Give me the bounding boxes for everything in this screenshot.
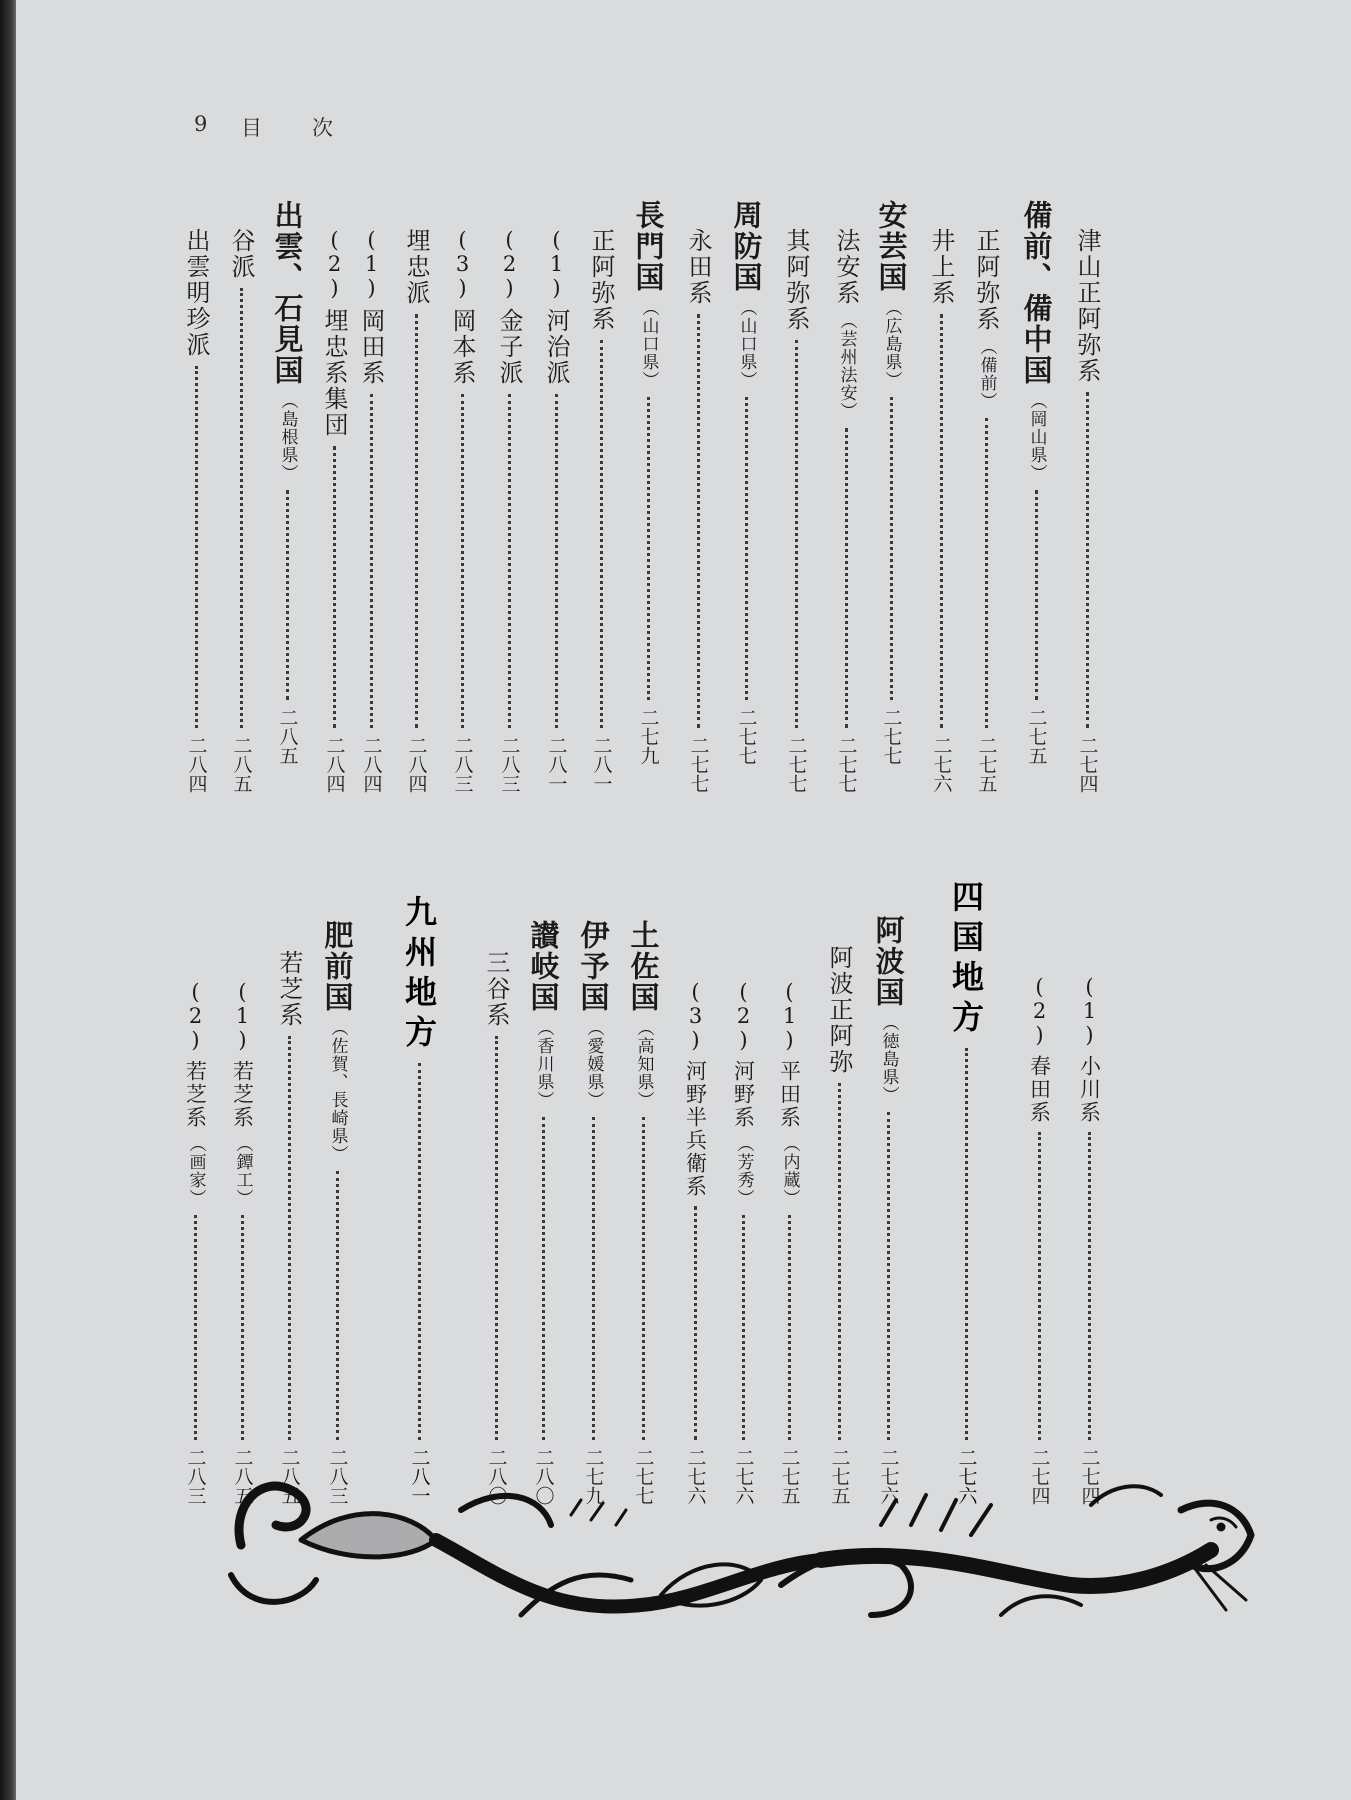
toc-title: 岡田系	[357, 308, 385, 386]
toc-index: (2)	[322, 228, 347, 300]
toc-title: 伊予国	[576, 920, 611, 1013]
page-number: 9	[194, 112, 208, 136]
toc-entry[interactable]	[274, 950, 304, 1505]
toc-title: 三谷系	[482, 950, 510, 1028]
toc-page: 二八三	[326, 1448, 349, 1505]
toc-title: 永田系	[684, 228, 712, 306]
dot-leader	[742, 1215, 745, 1440]
toc-title: 金子派	[495, 308, 523, 386]
dot-leader	[600, 340, 603, 728]
dragon-ornament-icon	[221, 1465, 1261, 1630]
toc-entry[interactable]	[226, 228, 256, 793]
toc-title: 埋忠派	[402, 228, 430, 306]
toc-title: 阿波正阿弥	[825, 945, 853, 1075]
toc-title: 若芝系	[275, 950, 303, 1028]
toc-entry[interactable]	[971, 228, 1001, 793]
toc-page: 二八五	[230, 736, 253, 793]
toc-title: 埋忠系集団	[320, 308, 348, 438]
toc-entry[interactable]	[320, 920, 355, 1505]
toc-note: （画家）	[185, 1135, 206, 1207]
toc-title: 出雲明珍派	[182, 228, 210, 358]
toc-note: （岡山県）	[1026, 392, 1047, 482]
toc-title: 讃岐国	[526, 920, 561, 1013]
toc-page: 二八三	[498, 736, 521, 793]
toc-title: 若芝系	[230, 1060, 255, 1129]
toc-index: (2)	[183, 980, 208, 1052]
toc-title: 河野系	[731, 1060, 756, 1129]
toc-page: 二八〇	[532, 1448, 555, 1505]
dot-leader	[845, 428, 848, 728]
dot-leader	[985, 418, 988, 728]
toc-page: 二七五	[778, 1448, 801, 1505]
running-head	[16, 112, 416, 142]
toc-note: （高知県）	[633, 1019, 654, 1109]
toc-page: 二八五	[278, 1448, 301, 1505]
toc-page: 二八四	[185, 736, 208, 793]
toc-entry[interactable]	[576, 920, 611, 1505]
toc-page: 二七六	[877, 1448, 900, 1505]
dot-leader	[1035, 490, 1038, 700]
toc-title: 其阿弥系	[782, 228, 810, 332]
toc-note: （佐賀、長崎県）	[327, 1019, 348, 1163]
dot-leader	[965, 1048, 968, 1440]
dot-leader	[333, 446, 336, 728]
toc-entry[interactable]	[401, 228, 431, 793]
toc-entry[interactable]	[683, 228, 713, 793]
toc-entry[interactable]	[181, 228, 211, 793]
toc-page: 二七七	[632, 1448, 655, 1505]
dot-leader	[838, 1083, 841, 1440]
toc-entry[interactable]	[319, 228, 349, 793]
toc-page: 二七六	[732, 1448, 755, 1505]
toc-page: 二八五	[276, 708, 299, 765]
toc-entry[interactable]	[526, 920, 561, 1505]
toc-title: 平田系	[777, 1060, 802, 1129]
dot-leader	[508, 394, 511, 728]
toc-title: 河野半兵衛系	[683, 1060, 708, 1198]
toc-index: (3)	[683, 980, 708, 1052]
dot-leader	[195, 366, 198, 728]
toc-entry[interactable]	[926, 228, 956, 793]
dot-leader	[642, 1117, 645, 1440]
dot-leader	[940, 314, 943, 728]
toc-note: （徳島県）	[878, 1014, 899, 1104]
dot-leader	[241, 1215, 244, 1440]
toc-page: 二七五	[828, 1448, 851, 1505]
dot-leader	[694, 1206, 697, 1440]
dot-leader	[1086, 392, 1089, 728]
toc-entry[interactable]	[356, 228, 386, 793]
toc-entry[interactable]	[1072, 228, 1102, 793]
toc-index: (1)	[777, 980, 802, 1052]
book-page	[16, 0, 1351, 1800]
toc-page: 二七四	[1028, 1448, 1051, 1505]
running-head-char-2: 次	[312, 116, 333, 140]
toc-title: 正阿弥系	[972, 228, 1000, 332]
dot-leader	[890, 397, 893, 700]
dot-leader	[555, 394, 558, 728]
toc-index: (1)	[359, 228, 384, 300]
toc-title: 長門国	[631, 200, 666, 293]
toc-entry[interactable]	[541, 228, 571, 793]
toc-entry[interactable]	[774, 980, 804, 1505]
toc-index: (1)	[544, 228, 569, 300]
toc-note: （鐔工）	[232, 1135, 253, 1207]
toc-entry[interactable]	[680, 980, 710, 1505]
toc-title: 小川系	[1077, 1055, 1102, 1124]
dot-leader	[194, 1215, 197, 1440]
toc-note: （備前）	[976, 338, 997, 410]
toc-index: (2)	[497, 228, 522, 300]
toc-page: 二七四	[1078, 1448, 1101, 1505]
toc-entry[interactable]	[180, 980, 210, 1505]
toc-page: 二七七	[835, 736, 858, 793]
toc-index: (3)	[450, 228, 475, 300]
dot-leader	[697, 314, 700, 728]
dot-leader	[887, 1112, 890, 1440]
dot-leader	[795, 340, 798, 728]
toc-page: 二七九	[582, 1448, 605, 1505]
toc-title: 法安系	[832, 228, 860, 306]
toc-title: 河治派	[542, 308, 570, 386]
dot-leader	[461, 394, 464, 728]
toc-entry[interactable]	[227, 980, 257, 1505]
toc-page: 二八四	[405, 736, 428, 793]
toc-note: （島根県）	[277, 392, 298, 482]
toc-entry[interactable]	[1019, 200, 1054, 765]
toc-title: 阿波国	[871, 915, 906, 1008]
toc-page: 二八五	[231, 1448, 254, 1505]
toc-entry[interactable]	[494, 228, 524, 793]
region-title: 九州地方	[400, 895, 438, 1055]
dot-leader	[288, 1036, 291, 1440]
toc-title: 津山正阿弥系	[1073, 228, 1101, 384]
toc-title: 正阿弥系	[587, 228, 615, 332]
page-edge	[0, 0, 16, 1800]
toc-title: 若芝系	[183, 1060, 208, 1129]
running-head-char-1: 目	[241, 116, 262, 140]
toc-page: 二七五	[975, 736, 998, 793]
toc-entry[interactable]	[729, 200, 764, 765]
toc-page: 二八三	[451, 736, 474, 793]
dot-leader	[495, 1036, 498, 1440]
dot-leader	[336, 1171, 339, 1440]
toc-title: 春田系	[1027, 1055, 1052, 1124]
toc-title: 周防国	[729, 200, 764, 293]
toc-entry[interactable]	[871, 915, 906, 1505]
toc-page: 二七六	[684, 1448, 707, 1505]
toc-note: （内蔵）	[779, 1135, 800, 1207]
dot-leader	[745, 397, 748, 700]
toc-entry[interactable]	[1024, 975, 1054, 1505]
toc-page: 二七六	[955, 1448, 978, 1505]
dot-leader	[370, 394, 373, 728]
region-heading[interactable]	[946, 880, 986, 1505]
toc-note: （山口県）	[736, 299, 757, 389]
dot-leader	[592, 1117, 595, 1440]
toc-page: 二八一	[590, 736, 613, 793]
toc-page: 二七七	[687, 736, 710, 793]
toc-page: 二八一	[545, 736, 568, 793]
toc-note: （愛媛県）	[583, 1019, 604, 1109]
toc-title: 岡本系	[448, 308, 476, 386]
toc-page: 二七九	[637, 708, 660, 765]
toc-page: 二八〇	[485, 1448, 508, 1505]
toc-entry[interactable]	[481, 950, 511, 1505]
toc-index: (2)	[731, 980, 756, 1052]
toc-note: （芳秀）	[733, 1135, 754, 1207]
region-title: 四国地方	[947, 880, 985, 1040]
toc-note: （山口県）	[638, 299, 659, 389]
dot-leader	[542, 1117, 545, 1440]
toc-title: 備前、備中国	[1019, 200, 1054, 386]
dot-leader	[647, 397, 650, 700]
toc-entry[interactable]	[626, 920, 661, 1505]
toc-title: 出雲、石見国	[270, 200, 305, 386]
toc-entry[interactable]	[781, 228, 811, 793]
toc-index: (1)	[230, 980, 255, 1052]
toc-index: (1)	[1077, 975, 1102, 1047]
dot-leader	[240, 288, 243, 728]
toc-page: 二七六	[930, 736, 953, 793]
toc-page: 二七五	[1025, 708, 1048, 765]
toc-page: 二八四	[323, 736, 346, 793]
dot-leader	[415, 314, 418, 728]
toc-page: 二八三	[184, 1448, 207, 1505]
dot-leader	[418, 1063, 421, 1440]
toc-page: 二七七	[735, 708, 758, 765]
toc-title: 谷派	[227, 228, 255, 280]
dot-leader	[1038, 1132, 1041, 1440]
toc-note: （広島県）	[881, 299, 902, 389]
dot-leader	[1088, 1132, 1091, 1440]
toc-entry[interactable]	[586, 228, 616, 793]
dot-leader	[286, 490, 289, 700]
toc-entry[interactable]	[270, 200, 305, 765]
toc-note: （香川県）	[533, 1019, 554, 1109]
toc-entry[interactable]	[874, 200, 909, 765]
toc-title: 肥前国	[320, 920, 355, 1013]
toc-page: 二八一	[408, 1448, 431, 1505]
toc-entry[interactable]	[1074, 975, 1104, 1505]
toc-page: 二七四	[1076, 736, 1099, 793]
toc-entry[interactable]	[447, 228, 477, 793]
toc-note: （芸州法安）	[836, 312, 857, 420]
toc-entry[interactable]	[631, 200, 666, 765]
toc-title: 土佐国	[626, 920, 661, 1013]
toc-title: 井上系	[927, 228, 955, 306]
toc-entry[interactable]	[728, 980, 758, 1505]
toc-entry[interactable]	[831, 228, 861, 793]
dot-leader	[788, 1215, 791, 1440]
toc-entry[interactable]	[824, 945, 854, 1505]
toc-page: 二七七	[880, 708, 903, 765]
region-heading[interactable]	[399, 895, 439, 1505]
toc-page: 二七七	[785, 736, 808, 793]
toc-title: 安芸国	[874, 200, 909, 293]
toc-index: (2)	[1027, 975, 1052, 1047]
toc-page: 二八四	[360, 736, 383, 793]
